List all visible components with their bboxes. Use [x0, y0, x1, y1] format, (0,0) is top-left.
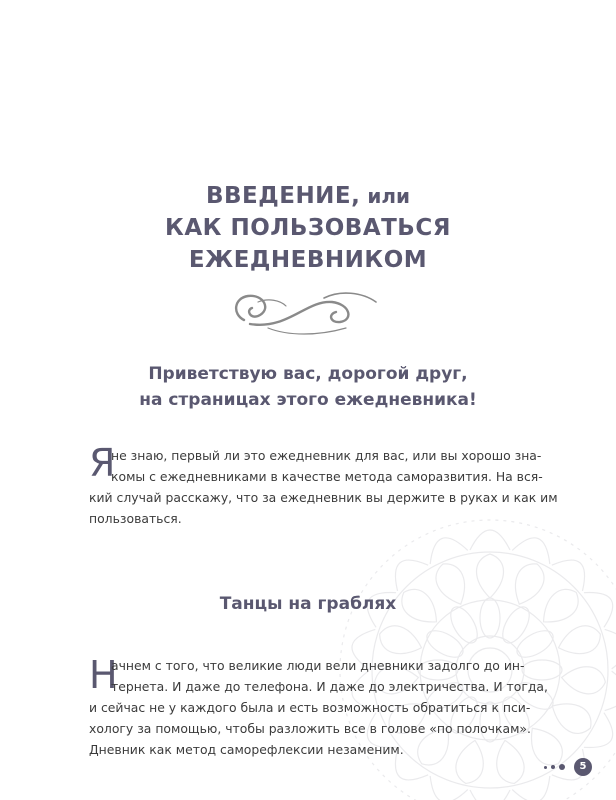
page-number: 5	[574, 758, 592, 776]
intro-line: кий случай расскажу, что за ежедневник вы держите в руках и как им	[89, 490, 558, 505]
greeting-subtitle	[0, 361, 616, 413]
chapter-title-line3: ЕЖЕДНЕВНИКОМ	[188, 247, 428, 273]
section-line: ачнем с того, что великие люди вели дневники задолго до ин-	[111, 658, 525, 673]
section-paragraph	[89, 655, 548, 760]
section-line: хологу за помощью, чтобы разложить все в голове «по полочкам».	[89, 721, 531, 736]
section-line: тернета. И даже до телефона. И даже до электричества. И тогда,	[111, 679, 548, 694]
section-line: и сейчас не у каждого была и есть возможность обратиться к пси-	[89, 700, 531, 715]
chapter-title	[0, 180, 616, 276]
intro-line: комы с ежедневниками в качестве метода саморазвития. На вся-	[111, 469, 543, 484]
intro-paragraph	[89, 441, 558, 529]
swirl-flourish-icon	[228, 284, 388, 340]
chapter-title-line1: ВВЕДЕНИЕ,	[205, 183, 361, 209]
chapter-title-line2: КАК ПОЛЬЗОВАТЬСЯ	[165, 215, 451, 241]
chapter-title-line1-connector: или	[360, 184, 411, 208]
greeting-line1: Приветствую вас, дорогой друг,	[148, 364, 468, 384]
intro-dropcap: Я	[89, 441, 116, 485]
pager-dot-icon	[559, 764, 565, 770]
pager-dot-icon	[551, 765, 555, 769]
intro-line: не знаю, первый ли это ежедневник для вас, или вы хорошо зна-	[111, 448, 542, 463]
pager-dot-icon	[544, 766, 547, 769]
section-heading: Танцы на граблях	[219, 594, 397, 614]
intro-line: пользоваться.	[89, 511, 182, 526]
section-line: Дневник как метод саморефлексии незаменим.	[89, 742, 404, 757]
page-number-marker	[538, 758, 598, 776]
section-dropcap: Н	[89, 653, 118, 697]
greeting-line2: на страницах этого ежедневника!	[139, 390, 477, 410]
